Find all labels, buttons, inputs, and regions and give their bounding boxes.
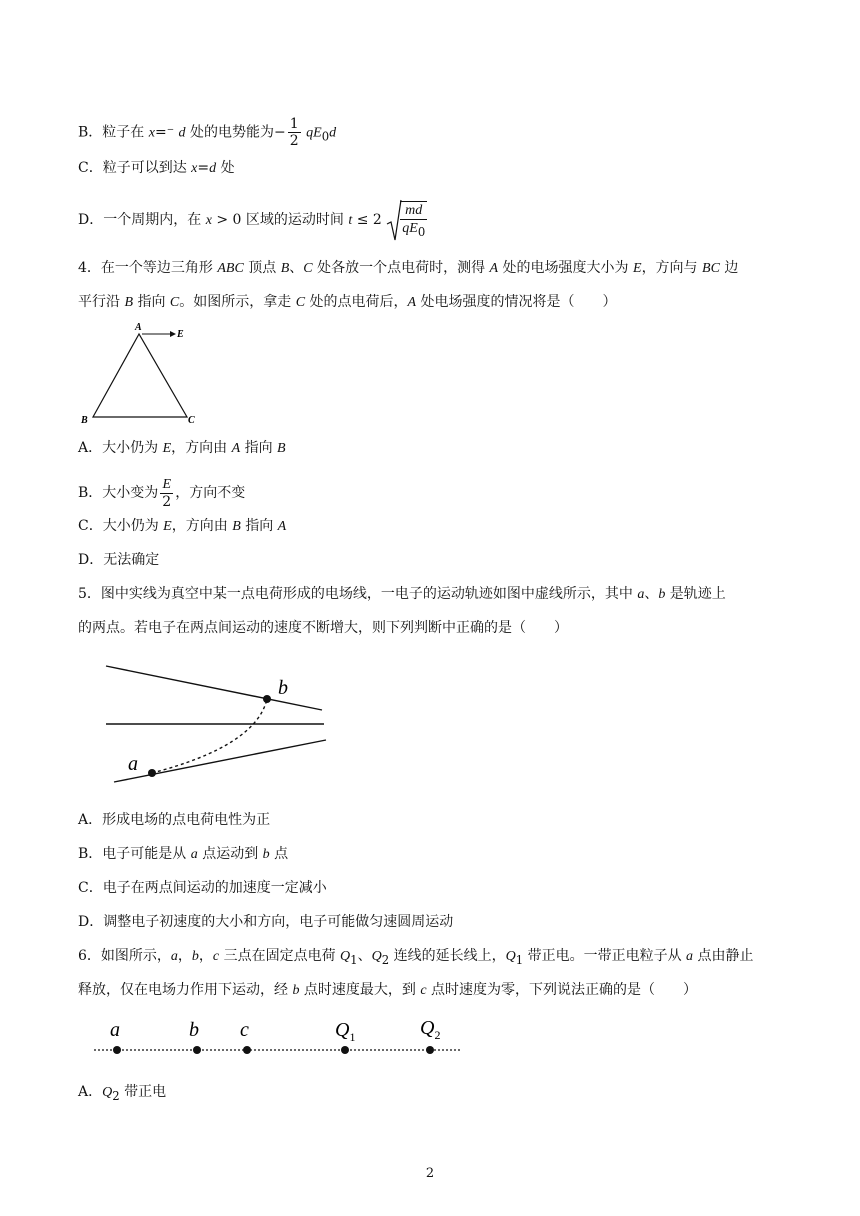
q5-stem-line2: 的两点。若电子在两点间运动的速度不断增大，则下列判断中正确的是（ ） [78, 620, 568, 636]
page-number: 2 [425, 1166, 435, 1181]
point-a [148, 769, 156, 777]
q3-option-c: C．粒子可以到达 x=d 处 [78, 160, 235, 176]
point-a-label: a [128, 753, 138, 775]
electron-trajectory [152, 699, 267, 773]
q6-stem-line1: 6．如图所示，a，b，c 三点在固定点电荷 $Q_1$、$Q_2$ 连线的延长线上，$Q_1$ 带正电。一带正电粒子从 a 点由静止 [78, 948, 754, 967]
point-b [263, 695, 271, 703]
fraction-e-over-2: $\frac{E}{2}$ [162, 477, 172, 510]
vertex-a-label: A [135, 322, 142, 333]
field-e-label: E [177, 329, 184, 340]
q3-option-d: D．一个周期内，在 x > 0 区域的运动时间 t ≤ 2 $\frac{md}{qE_0}$ [78, 198, 429, 242]
q4-option-d: D．无法确定 [78, 552, 160, 568]
q4-option-b: B．大小变为 $\frac{E}{2}$ ，方向不变 [78, 477, 246, 510]
charge-q1-label: $Q_1$ [335, 1019, 356, 1044]
q6-stem-line2: 释放，仅在电场力作用下运动，经 b 点时速度最大，到 c 点时速度为零，下列说法正确的是（ ） [78, 982, 698, 998]
line-charges-figure [90, 1010, 470, 1062]
point-b-label: b [278, 677, 288, 699]
arrow-head-icon [170, 331, 176, 337]
charge-q2-label: $Q_2$ [420, 1017, 441, 1042]
fraction-one-half: $\frac{1}{2}$ [289, 116, 299, 149]
triangle-abc [93, 334, 187, 417]
q4-stem-line1: 4．在一个等边三角形 ABC 顶点 B、C 处各放一个点电荷时，测得 A 处的电场强度大小为 E，方向与 BC 边 [78, 260, 739, 276]
q6-option-a: A．$Q_2$ 带正电 [78, 1084, 167, 1103]
field-line-bottom [114, 740, 326, 782]
q5-stem-line1: 5．图中实线为真空中某一点电荷形成的电场线，一电子的运动轨迹如图中虚线所示，其中 a、b 是轨迹上 [78, 586, 726, 602]
field-line-top [106, 666, 322, 710]
vertex-c-label: C [188, 415, 195, 426]
q4-option-c: C．大小仍为 E，方向由 B 指向 A [78, 518, 287, 534]
field-lines-figure [100, 654, 340, 794]
vertex-b-label: B [81, 415, 88, 426]
q5-option-b: B．电子可能是从 a 点运动到 b 点 [78, 846, 289, 862]
triangle-figure [78, 320, 198, 428]
charge-q1 [341, 1046, 349, 1054]
point-a-label: a [110, 1019, 120, 1041]
q5-option-c: C．电子在两点间运动的加速度一定减小 [78, 880, 327, 896]
point-c-label: c [240, 1019, 249, 1041]
charge-q2 [426, 1046, 434, 1054]
point-a [113, 1046, 121, 1054]
q5-option-a: A．形成电场的点电荷电性为正 [78, 812, 271, 828]
point-b [193, 1046, 201, 1054]
q5-option-d: D．调整电子初速度的大小和方向，电子可能做匀速圆周运动 [78, 914, 454, 930]
q4-option-a: A．大小仍为 E，方向由 A 指向 B [78, 440, 286, 456]
point-c [243, 1046, 251, 1054]
q3-option-b: B．粒子在 x=⁻ d 处的电势能为− $\frac{1}{2}$ $qE_0d$ [78, 116, 337, 149]
q4-stem-line2: 平行沿 B 指向 C。如图所示，拿走 C 处的点电荷后，A 处电场强度的情况将是（ ） [78, 294, 617, 310]
point-b-label: b [189, 1019, 199, 1041]
square-root: $\frac{md}{qE_0}$ [386, 198, 429, 242]
